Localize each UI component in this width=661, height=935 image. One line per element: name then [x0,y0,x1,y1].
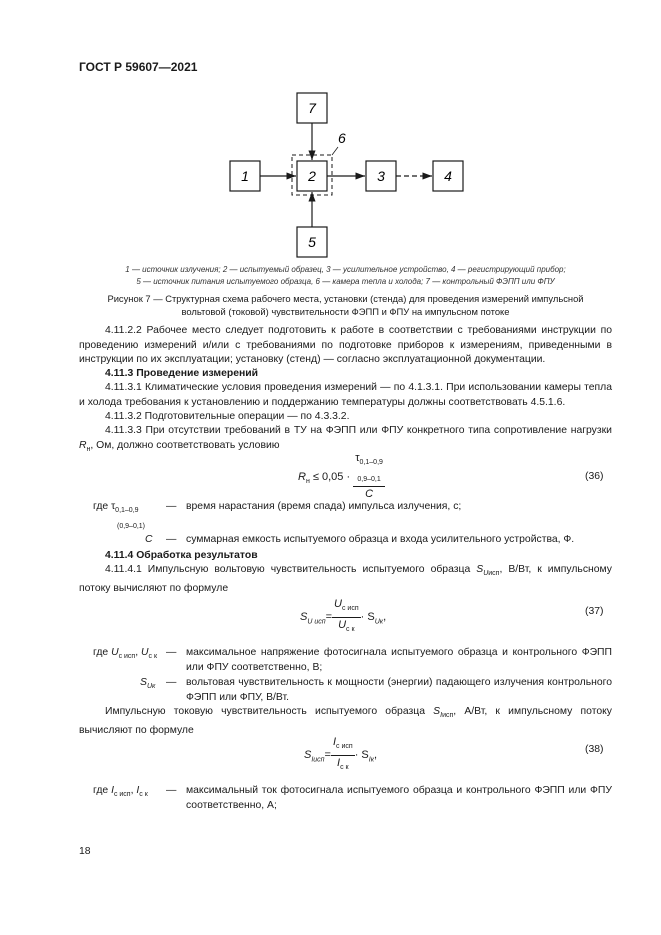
block-4-label: 4 [444,168,452,184]
paragraph-4-11-3-1: 4.11.3.1 Климатические условия проведения измерений — по 4.1.3.1. При использовании камеры тепла и холода требования к установлению и поддержанию температуры должны соответствовать 4.5.1.6. [79,382,612,408]
document-header: ГОСТ Р 59607—2021 [79,60,198,74]
where-38-desc: максимальный ток фотосигнала испытуемого образца и контрольного ФЭПП или ФПУ соответственно, А; [186,785,612,811]
where-38-symbols: где $I_{с исп}$, $I_{с к}$ [93,785,148,799]
where-36-C: C [145,534,153,545]
where-37-desc: максимальное напряжение фотосигнала испытуемого образца и контрольного ФЭПП или ФПУ соответственно, В; [186,647,612,673]
paragraph-current: Импульсную токовую чувствительность испытуемого образца $S_{Iисп}$, А/Вт, к импульсному потоку вычисляют по формуле [79,706,612,736]
where-37-S-desc: вольтовая чувствительность к мощности (энергии) падающего излучения контрольного ФЭПП или ФПУ, В/Вт. [186,677,612,703]
equation-38-number: (38) [585,744,604,755]
block-5-label: 5 [308,234,316,250]
equation-36-number: (36) [585,471,604,482]
block-3-label: 3 [377,168,385,184]
paragraph-4-11-3-2: 4.11.3.2 Подготовительные операции — по 4.3.3.2. [105,411,350,422]
equation-37: $S_{U исп}=$ $\frac{U_{с исп}}{U_{с к}}$ · $S_{Uк}$, [300,598,387,633]
equation-37-number: (37) [585,606,604,617]
page-number: 18 [79,846,91,857]
block-7-label: 7 [308,100,316,116]
block-1-label: 1 [241,168,249,184]
paragraph-4-11-2-2: 4.11.2.2 Рабочее место следует подготовить к работе в соответствии с требованиями инструкции по проведению измерений и/или с требованиями по подготовке приборов к измерениям, приведенными в инструкции по их эксплуатации; установку (стенд) — согласно эксплуатационной документации. [79,325,612,365]
block-diagram [220,85,480,265]
legend-line-1: 1 — источник излучения; 2 — испытуемый образец, 3 — усилительное устройство, 4 — регистрирующий прибор; [125,265,566,274]
legend-line-2: 5 — источник питания испытуемого образца, 6 — камера тепла и холода; 7 — контрольный ФЭПП или ФПУ [136,277,555,286]
paragraph-4-11-4-1: 4.11.4.1 Импульсную вольтовую чувствительность испытуемого образца $S_{Uисп}$, В/Вт, к импульсному потоку вычисляют по формуле [79,564,612,594]
where-37-symbols: где $U_{с исп}$, $U_{с к}$ [93,647,158,661]
where-37-S: $S_{Uк}$ [140,677,156,691]
figure-caption-line-1: Рисунок 7 — Структурная схема рабочего места, установки (стенда) для проведения измерений импульсной [107,293,584,304]
heading-4-11-4: 4.11.4 Обработка результатов [105,550,258,561]
where-36-C-desc: суммарная емкость испытуемого образца и входа усилительного устройства, Ф. [186,534,575,545]
heading-4-11-3: 4.11.3 Проведение измерений [105,368,259,379]
equation-36: $R_н \le 0,05$ · $\tau_{0,1-0,9}$ $_{0,9-0,1}$ C [298,452,383,501]
where-36-desc: время нарастания (время спада) импульса излучения, с; [186,501,462,512]
figure-caption-line-2: вольтовой (токовой) чувствительности ФЭПП и ФПУ на импульсном потоке [181,306,510,317]
block-2-label: 2 [308,168,316,184]
equation-38: $S_{Iисп}=$ $\frac{I_{с исп}}{I_{с к}}$ · $S_{Iк}$, [304,736,378,771]
chamber-6-label: 6 [338,130,346,146]
paragraph-4-11-3-3: 4.11.3.3 При отсутствии требований в ТУ на ФЭПП или ФПУ конкретного типа сопротивление нагрузки $R_н$, Ом, должно соответствовать условию [79,425,612,453]
where-36-symbol: где $\tau_{0,1-0,9}$ (0,9–0,1) [93,501,146,530]
